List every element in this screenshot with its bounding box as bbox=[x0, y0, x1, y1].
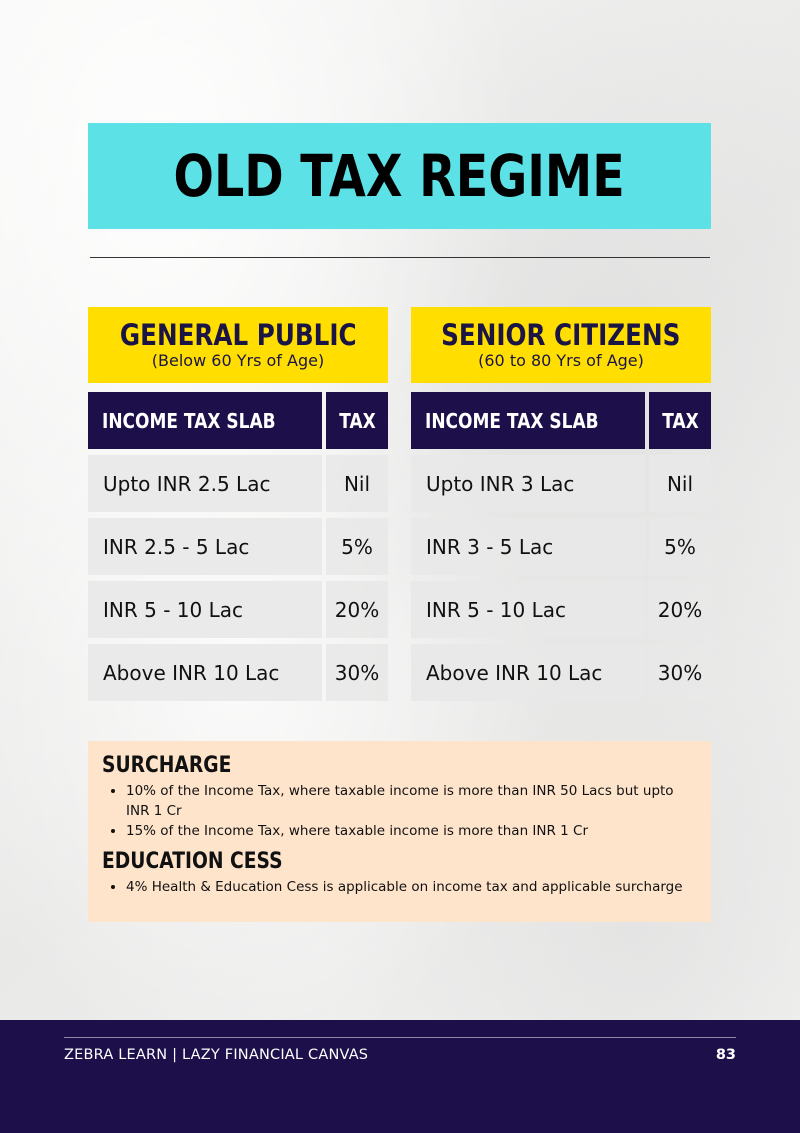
table-row bbox=[88, 455, 388, 512]
slab-cell: INR 2.5 - 5 Lac bbox=[88, 518, 322, 575]
table-row bbox=[88, 518, 388, 575]
tax-cell: 20% bbox=[649, 581, 711, 638]
senior-citizens-header bbox=[411, 307, 711, 383]
footer-divider bbox=[64, 1037, 736, 1038]
senior-citizens-heading: SENIOR CITIZENS bbox=[441, 318, 681, 352]
list-item: • 4% Health & Education Cess is applicable on income tax and applicable surcharge bbox=[126, 877, 697, 897]
tax-cell: 20% bbox=[326, 581, 388, 638]
title-banner bbox=[88, 123, 711, 229]
slab-cell: Upto INR 2.5 Lac bbox=[88, 455, 322, 512]
table-row bbox=[411, 518, 711, 575]
page-number: 83 bbox=[715, 1047, 736, 1063]
tax-cell: Nil bbox=[326, 455, 388, 512]
senior-citizens-panel bbox=[411, 307, 711, 685]
slab-cell: INR 5 - 10 Lac bbox=[88, 581, 322, 638]
senior-citizens-subheading: (60 to 80 Yrs of Age) bbox=[478, 351, 644, 370]
tax-cell: 5% bbox=[326, 518, 388, 575]
table-row bbox=[411, 581, 711, 638]
table-header-row bbox=[88, 392, 388, 449]
footer-text: ZEBRA LEARN | LAZY FINANCIAL CANVAS bbox=[64, 1047, 369, 1063]
slab-cell: Above INR 10 Lac bbox=[411, 644, 645, 701]
column-header-tax: TAX bbox=[326, 392, 388, 449]
footer bbox=[0, 1020, 800, 1133]
column-header-slab: INCOME TAX SLAB bbox=[88, 392, 322, 449]
table-row bbox=[88, 581, 388, 638]
notes-box bbox=[88, 741, 711, 922]
slab-cell: INR 5 - 10 Lac bbox=[411, 581, 645, 638]
tax-cell: 30% bbox=[326, 644, 388, 701]
general-public-panel bbox=[88, 307, 388, 685]
surcharge-heading: SURCHARGE bbox=[102, 753, 232, 778]
tax-cell: 30% bbox=[649, 644, 711, 701]
general-public-header bbox=[88, 307, 388, 383]
column-header-tax: TAX bbox=[649, 392, 711, 449]
slab-cell: Above INR 10 Lac bbox=[88, 644, 322, 701]
general-public-heading: GENERAL PUBLIC bbox=[119, 318, 357, 352]
senior-citizens-table bbox=[411, 392, 711, 707]
list-item: • 15% of the Income Tax, where taxable income is more than INR 1 Cr bbox=[126, 821, 697, 841]
table-row bbox=[411, 455, 711, 512]
table-header-row bbox=[411, 392, 711, 449]
table-row bbox=[88, 644, 388, 701]
general-public-table bbox=[88, 392, 388, 707]
divider bbox=[90, 257, 710, 258]
page-title: OLD TAX REGIME bbox=[173, 142, 626, 210]
education-cess-heading: EDUCATION CESS bbox=[102, 849, 283, 874]
surcharge-list bbox=[102, 781, 697, 841]
list-item: • 10% of the Income Tax, where taxable income is more than INR 50 Lacs but upto INR 1 Cr bbox=[126, 781, 697, 821]
slab-cell: Upto INR 3 Lac bbox=[411, 455, 645, 512]
table-row bbox=[411, 644, 711, 701]
tax-cell: Nil bbox=[649, 455, 711, 512]
slab-cell: INR 3 - 5 Lac bbox=[411, 518, 645, 575]
column-header-slab: INCOME TAX SLAB bbox=[411, 392, 645, 449]
general-public-subheading: (Below 60 Yrs of Age) bbox=[151, 351, 325, 370]
education-cess-list bbox=[102, 877, 697, 897]
tax-cell: 5% bbox=[649, 518, 711, 575]
